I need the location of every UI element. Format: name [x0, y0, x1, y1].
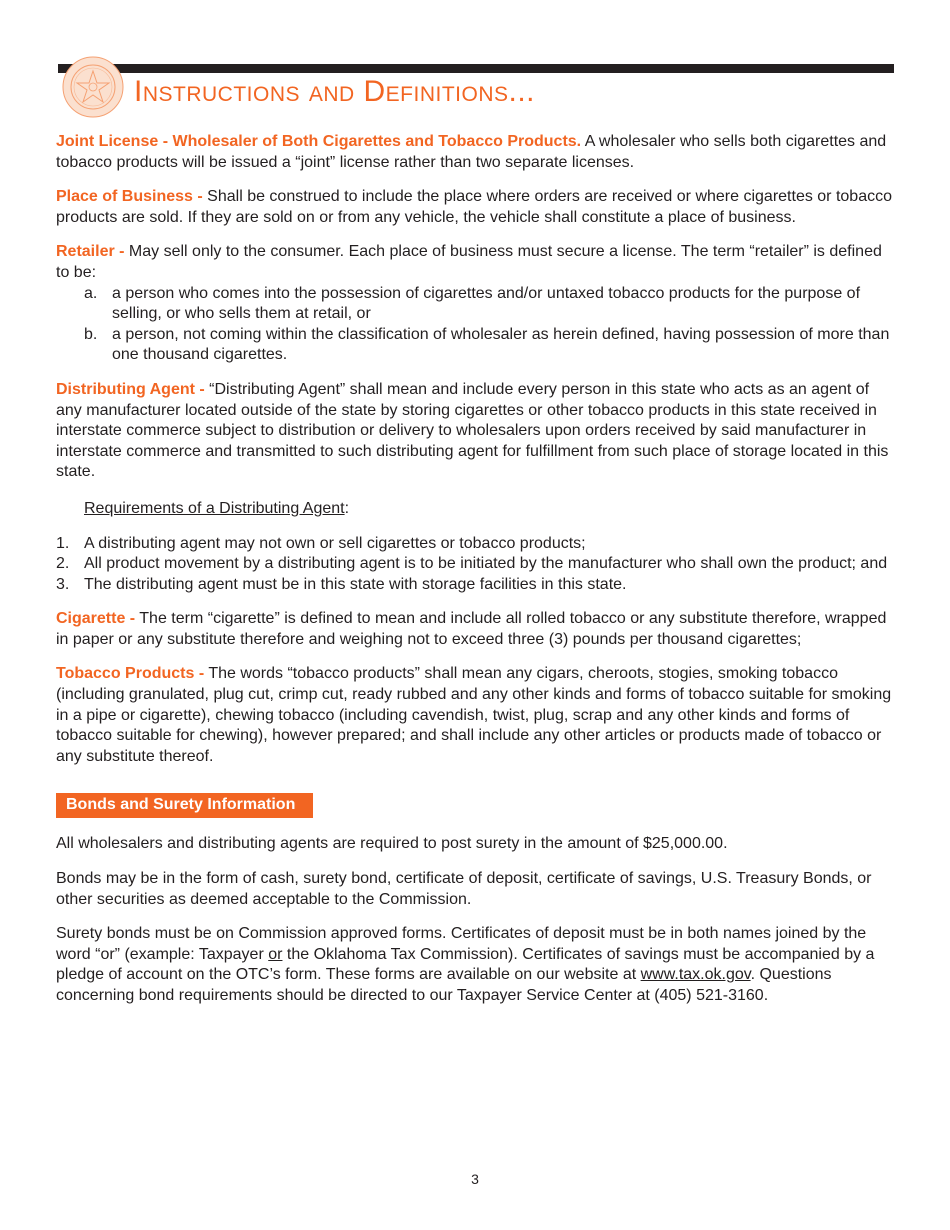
definition-retailer: [56, 242, 894, 283]
term-label: Retailer -: [56, 243, 125, 261]
bonds-section-banner: Bonds and Surety Information: [56, 793, 313, 818]
definition-text: Shall be construed to include the place where orders are received or where cigarettes or tobacco products are sold. If they are sold on or from any vehicle, the vehicle shall constitute a place of business.: [56, 188, 892, 226]
website-link[interactable]: www.tax.ok.gov: [640, 966, 751, 984]
term-label: Tobacco Products -: [56, 665, 205, 683]
or-emphasis: or: [268, 945, 283, 963]
definition-text: May sell only to the consumer. Each place of business must secure a license. The term “retailer” is defined to be:: [56, 243, 882, 281]
page-title: Instructions and Definitions...: [134, 75, 536, 108]
list-marker: b.: [84, 325, 98, 343]
list-text: a person, not coming within the classification of wholesaler as herein defined, having possession of more than one thousand cigarettes.: [112, 325, 890, 364]
retailer-list: [56, 284, 894, 366]
list-marker: 1.: [56, 534, 70, 552]
page-number: 3: [471, 1171, 479, 1187]
list-text: A distributing agent may not own or sell cigarettes or tobacco products;: [84, 534, 586, 552]
state-seal-icon: [62, 56, 124, 118]
requirements-heading: Requirements of a Distributing Agent:: [84, 499, 350, 517]
bonds-paragraph: All wholesalers and distributing agents are required to post surety in the amount of $25,000.00.: [56, 835, 728, 853]
definition-cigarette: [56, 609, 894, 650]
list-item: [56, 325, 894, 366]
definition-text: “Distributing Agent” shall mean and include every person in this state who acts as an agent of any manufacturer located outside of the state by storing cigarettes or other tobacco products in this state received in interstate commerce subject to distribution or delivery to wholesalers upon orders received by said manufacturer in interstate commerce and transmitted to such distributing agent for fulfillment from such place of storage located in this state.: [56, 380, 889, 481]
term-label: Cigarette -: [56, 610, 136, 628]
document-body: [56, 132, 894, 1021]
bonds-paragraph: Bonds may be in the form of cash, surety bond, certificate of deposit, certificate of savings, U.S. Treasury Bonds, or other securities as deemed acceptable to the Commission.: [56, 870, 872, 908]
term-label: Distributing Agent -: [56, 380, 205, 398]
definition-text: The words “tobacco products” shall mean any cigars, cheroots, stogies, smoking tobacco (including granulated, plug cut, crimp cut, ready rubbed and any other kinds and forms of tobacco suitable for smoking in a pipe or cigarette), chewing tobacco (including cavendish, twist, plug, scrap and any other kinds and forms of tobacco suitable for chewing), however prepared; and shall include any other articles or products made of tobacco or any substitute thereof.: [56, 665, 892, 765]
list-text: All product movement by a distributing agent is to be initiated by the manufacturer who shall own the product; and: [84, 555, 888, 573]
term-label: Place of Business -: [56, 188, 203, 206]
list-text: a person who comes into the possession of cigarettes and/or untaxed tobacco products for the purpose of selling, or who sells them at retail, or: [112, 284, 861, 323]
definition-joint-license: [56, 132, 894, 173]
list-item: [28, 575, 894, 596]
definition-tobacco-products: [56, 664, 894, 767]
list-item: [56, 284, 894, 325]
header-rule: [58, 64, 894, 73]
definition-distributing-agent: [56, 380, 894, 483]
definition-text: The term “cigarette” is defined to mean and include all rolled tobacco or any substitute therefore, wrapped in paper or any substitute therefore and weighing not to exceed three (3) pounds per thousand cigarettes;: [56, 610, 887, 648]
definition-place-of-business: [56, 187, 894, 228]
list-text: The distributing agent must be in this state with storage facilities in this state.: [84, 575, 627, 593]
term-label: Joint License - Wholesaler of Both Cigarettes and Tobacco Products.: [56, 133, 582, 150]
list-marker: a.: [84, 284, 98, 302]
list-item: [28, 534, 894, 555]
list-item: [28, 554, 894, 575]
definition-text: A wholesaler who sells both cigarettes and tobacco products will be issued a “joint” license rather than two separate licenses.: [56, 133, 887, 171]
bonds-paragraph: Surety bonds must be on Commission approved forms. Certificates of deposit must be in both names joined by the word “or” (example: Taxpayer or the Oklahoma Tax Commission). Certificates of savings must be accompanied by a pledge of account on the OTC’s form. These forms are available on our website at www.tax.ok.gov. Questions concerning bond requirements should be directed to our Taxpayer Service Center at (405) 521-3160.: [56, 925, 875, 1004]
list-marker: 3.: [56, 575, 70, 593]
requirements-list: [28, 534, 894, 596]
list-marker: 2.: [56, 555, 70, 573]
